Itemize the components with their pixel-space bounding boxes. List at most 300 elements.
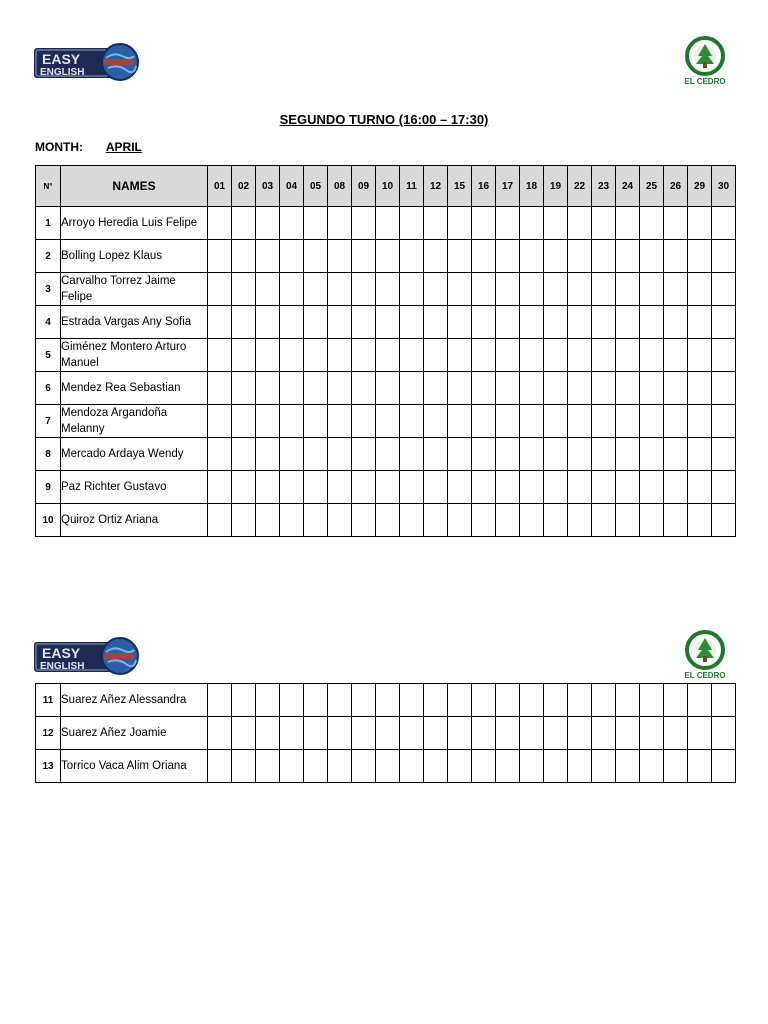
student-name: Paz Richter Gustavo	[61, 471, 208, 504]
attendance-cell[interactable]	[472, 273, 496, 306]
attendance-cell[interactable]	[400, 405, 424, 438]
attendance-cell[interactable]	[592, 306, 616, 339]
attendance-cell[interactable]	[592, 240, 616, 273]
attendance-cell[interactable]	[280, 372, 304, 405]
attendance-cell[interactable]	[688, 339, 712, 372]
attendance-cell[interactable]	[352, 273, 376, 306]
attendance-cell[interactable]	[544, 339, 568, 372]
attendance-cell[interactable]	[712, 405, 736, 438]
attendance-cell[interactable]	[400, 504, 424, 537]
attendance-cell[interactable]	[592, 750, 616, 783]
attendance-cell[interactable]	[256, 471, 280, 504]
attendance-cell[interactable]	[640, 372, 664, 405]
attendance-cell[interactable]	[328, 438, 352, 471]
attendance-cell[interactable]	[400, 717, 424, 750]
attendance-cell[interactable]	[304, 207, 328, 240]
attendance-cell[interactable]	[568, 750, 592, 783]
attendance-cell[interactable]	[472, 240, 496, 273]
attendance-cell[interactable]	[208, 471, 232, 504]
attendance-cell[interactable]	[664, 306, 688, 339]
attendance-cell[interactable]	[232, 504, 256, 537]
attendance-cell[interactable]	[664, 471, 688, 504]
student-row	[36, 339, 736, 372]
attendance-cell[interactable]	[688, 306, 712, 339]
attendance-cell[interactable]	[616, 240, 640, 273]
attendance-cell[interactable]	[592, 504, 616, 537]
attendance-cell[interactable]	[712, 339, 736, 372]
attendance-cell[interactable]	[280, 207, 304, 240]
attendance-cell[interactable]	[280, 750, 304, 783]
attendance-cell[interactable]	[256, 504, 280, 537]
attendance-cell[interactable]	[568, 306, 592, 339]
attendance-cell[interactable]	[544, 717, 568, 750]
attendance-cell[interactable]	[256, 339, 280, 372]
attendance-cell[interactable]	[208, 438, 232, 471]
attendance-cell[interactable]	[376, 405, 400, 438]
attendance-cell[interactable]	[712, 306, 736, 339]
attendance-cell[interactable]	[256, 684, 280, 717]
attendance-cell[interactable]	[376, 207, 400, 240]
attendance-cell[interactable]	[376, 717, 400, 750]
attendance-cell[interactable]	[256, 750, 280, 783]
attendance-cell[interactable]	[664, 339, 688, 372]
attendance-cell[interactable]	[304, 504, 328, 537]
attendance-cell[interactable]	[352, 372, 376, 405]
attendance-cell[interactable]	[328, 717, 352, 750]
attendance-cell[interactable]	[232, 207, 256, 240]
attendance-cell[interactable]	[208, 240, 232, 273]
attendance-cell[interactable]	[256, 372, 280, 405]
attendance-cell[interactable]	[352, 405, 376, 438]
attendance-cell[interactable]	[592, 207, 616, 240]
attendance-cell[interactable]	[616, 207, 640, 240]
attendance-cell[interactable]	[304, 684, 328, 717]
attendance-cell[interactable]	[688, 207, 712, 240]
attendance-cell[interactable]	[352, 471, 376, 504]
attendance-cell[interactable]	[712, 684, 736, 717]
attendance-cell[interactable]	[496, 471, 520, 504]
attendance-cell[interactable]	[304, 240, 328, 273]
attendance-cell[interactable]	[616, 306, 640, 339]
attendance-cell[interactable]	[232, 372, 256, 405]
attendance-cell[interactable]	[664, 240, 688, 273]
attendance-cell[interactable]	[232, 339, 256, 372]
attendance-cell[interactable]	[496, 684, 520, 717]
attendance-cell[interactable]	[424, 339, 448, 372]
attendance-cell[interactable]	[688, 240, 712, 273]
attendance-cell[interactable]	[712, 372, 736, 405]
attendance-cell[interactable]	[328, 240, 352, 273]
attendance-cell[interactable]	[400, 372, 424, 405]
attendance-cell[interactable]	[376, 273, 400, 306]
attendance-cell[interactable]	[424, 717, 448, 750]
attendance-cell[interactable]	[640, 306, 664, 339]
attendance-cell[interactable]	[376, 240, 400, 273]
attendance-cell[interactable]	[400, 471, 424, 504]
attendance-cell[interactable]	[376, 504, 400, 537]
attendance-cell[interactable]	[424, 273, 448, 306]
attendance-cell[interactable]	[496, 717, 520, 750]
attendance-cell[interactable]	[208, 717, 232, 750]
attendance-cell[interactable]	[640, 405, 664, 438]
attendance-cell[interactable]	[424, 405, 448, 438]
attendance-cell[interactable]	[520, 240, 544, 273]
attendance-cell[interactable]	[712, 273, 736, 306]
attendance-cell[interactable]	[472, 684, 496, 717]
attendance-cell[interactable]	[424, 471, 448, 504]
attendance-cell[interactable]	[472, 471, 496, 504]
attendance-cell[interactable]	[544, 273, 568, 306]
attendance-cell[interactable]	[304, 405, 328, 438]
attendance-cell[interactable]	[688, 471, 712, 504]
attendance-cell[interactable]	[496, 306, 520, 339]
attendance-cell[interactable]	[544, 372, 568, 405]
attendance-cell[interactable]	[544, 207, 568, 240]
attendance-cell[interactable]	[664, 207, 688, 240]
attendance-cell[interactable]	[376, 684, 400, 717]
attendance-cell[interactable]	[352, 504, 376, 537]
attendance-cell[interactable]	[520, 471, 544, 504]
attendance-cell[interactable]	[424, 240, 448, 273]
attendance-cell[interactable]	[520, 438, 544, 471]
attendance-cell[interactable]	[640, 750, 664, 783]
attendance-cell[interactable]	[520, 339, 544, 372]
attendance-cell[interactable]	[568, 372, 592, 405]
attendance-cell[interactable]	[304, 717, 328, 750]
attendance-cell[interactable]	[664, 717, 688, 750]
column-header-day: 23	[592, 166, 616, 207]
attendance-cell[interactable]	[712, 750, 736, 783]
attendance-cell[interactable]	[544, 240, 568, 273]
attendance-cell[interactable]	[424, 207, 448, 240]
attendance-cell[interactable]	[472, 405, 496, 438]
attendance-table-1	[35, 165, 736, 537]
attendance-cell[interactable]	[568, 240, 592, 273]
attendance-cell[interactable]	[208, 372, 232, 405]
student-number: 1	[36, 207, 61, 240]
attendance-cell[interactable]	[688, 750, 712, 783]
attendance-cell[interactable]	[712, 717, 736, 750]
attendance-cell[interactable]	[448, 750, 472, 783]
attendance-cell[interactable]	[352, 339, 376, 372]
attendance-cell[interactable]	[568, 471, 592, 504]
attendance-cell[interactable]	[328, 339, 352, 372]
attendance-cell[interactable]	[424, 750, 448, 783]
attendance-cell[interactable]	[496, 372, 520, 405]
attendance-cell[interactable]	[232, 717, 256, 750]
attendance-cell[interactable]	[208, 504, 232, 537]
attendance-cell[interactable]	[280, 684, 304, 717]
attendance-cell[interactable]	[592, 273, 616, 306]
attendance-cell[interactable]	[256, 207, 280, 240]
attendance-cell[interactable]	[400, 207, 424, 240]
attendance-cell[interactable]	[640, 684, 664, 717]
attendance-cell[interactable]	[448, 405, 472, 438]
attendance-cell[interactable]	[544, 306, 568, 339]
attendance-cell[interactable]	[616, 504, 640, 537]
student-name: Mendez Rea Sebastian	[61, 372, 208, 405]
attendance-cell[interactable]	[208, 339, 232, 372]
attendance-cell[interactable]	[232, 273, 256, 306]
attendance-cell[interactable]	[496, 273, 520, 306]
attendance-cell[interactable]	[592, 339, 616, 372]
attendance-cell[interactable]	[640, 471, 664, 504]
attendance-cell[interactable]	[400, 273, 424, 306]
attendance-cell[interactable]	[208, 750, 232, 783]
attendance-cell[interactable]	[496, 405, 520, 438]
attendance-cell[interactable]	[232, 684, 256, 717]
attendance-cell[interactable]	[328, 273, 352, 306]
attendance-cell[interactable]	[448, 684, 472, 717]
attendance-cell[interactable]	[448, 207, 472, 240]
attendance-cell[interactable]	[352, 306, 376, 339]
attendance-cell[interactable]	[256, 306, 280, 339]
attendance-cell[interactable]	[568, 438, 592, 471]
attendance-cell[interactable]	[664, 750, 688, 783]
attendance-cell[interactable]	[448, 471, 472, 504]
attendance-cell[interactable]	[616, 717, 640, 750]
attendance-cell[interactable]	[496, 750, 520, 783]
attendance-cell[interactable]	[640, 438, 664, 471]
attendance-cell[interactable]	[280, 405, 304, 438]
attendance-cell[interactable]	[640, 339, 664, 372]
attendance-cell[interactable]	[640, 240, 664, 273]
student-name: Mercado Ardaya Wendy	[61, 438, 208, 471]
attendance-cell[interactable]	[520, 717, 544, 750]
attendance-cell[interactable]	[448, 240, 472, 273]
attendance-cell[interactable]	[256, 717, 280, 750]
month-value: APRIL	[105, 140, 142, 154]
attendance-cell[interactable]	[544, 684, 568, 717]
table-header-row	[36, 166, 736, 207]
attendance-cell[interactable]	[280, 240, 304, 273]
attendance-cell[interactable]	[424, 372, 448, 405]
attendance-cell[interactable]	[424, 684, 448, 717]
attendance-cell[interactable]	[352, 750, 376, 783]
attendance-cell[interactable]	[208, 207, 232, 240]
attendance-cell[interactable]	[616, 684, 640, 717]
attendance-cell[interactable]	[352, 240, 376, 273]
attendance-cell[interactable]	[424, 438, 448, 471]
attendance-cell[interactable]	[592, 471, 616, 504]
attendance-cell[interactable]	[688, 717, 712, 750]
attendance-cell[interactable]	[688, 273, 712, 306]
attendance-cell[interactable]	[280, 438, 304, 471]
attendance-cell[interactable]	[400, 306, 424, 339]
attendance-cell[interactable]	[448, 438, 472, 471]
attendance-cell[interactable]	[664, 504, 688, 537]
attendance-cell[interactable]	[256, 405, 280, 438]
attendance-cell[interactable]	[472, 750, 496, 783]
attendance-cell[interactable]	[448, 717, 472, 750]
attendance-cell[interactable]	[424, 306, 448, 339]
attendance-cell[interactable]	[328, 471, 352, 504]
attendance-cell[interactable]	[472, 207, 496, 240]
attendance-cell[interactable]	[712, 471, 736, 504]
attendance-cell[interactable]	[232, 750, 256, 783]
attendance-cell[interactable]	[640, 207, 664, 240]
attendance-cell[interactable]	[592, 717, 616, 750]
attendance-cell[interactable]	[616, 405, 640, 438]
attendance-cell[interactable]	[616, 339, 640, 372]
attendance-cell[interactable]	[496, 207, 520, 240]
column-header-day: 15	[448, 166, 472, 207]
attendance-cell[interactable]	[352, 717, 376, 750]
attendance-cell[interactable]	[304, 438, 328, 471]
attendance-cell[interactable]	[376, 306, 400, 339]
attendance-cell[interactable]	[208, 273, 232, 306]
attendance-cell[interactable]	[688, 504, 712, 537]
attendance-cell[interactable]	[232, 438, 256, 471]
attendance-cell[interactable]	[472, 504, 496, 537]
attendance-cell[interactable]	[448, 306, 472, 339]
attendance-cell[interactable]	[712, 504, 736, 537]
attendance-cell[interactable]	[400, 339, 424, 372]
attendance-cell[interactable]	[448, 339, 472, 372]
attendance-cell[interactable]	[232, 306, 256, 339]
attendance-cell[interactable]	[688, 405, 712, 438]
attendance-cell[interactable]	[232, 471, 256, 504]
attendance-cell[interactable]	[712, 438, 736, 471]
attendance-cell[interactable]	[376, 339, 400, 372]
attendance-cell[interactable]	[592, 372, 616, 405]
attendance-cell[interactable]	[520, 504, 544, 537]
attendance-cell[interactable]	[664, 372, 688, 405]
attendance-cell[interactable]	[352, 207, 376, 240]
attendance-cell[interactable]	[496, 438, 520, 471]
attendance-cell[interactable]	[520, 273, 544, 306]
attendance-cell[interactable]	[616, 750, 640, 783]
attendance-cell[interactable]	[232, 405, 256, 438]
attendance-cell[interactable]	[328, 207, 352, 240]
attendance-cell[interactable]	[664, 438, 688, 471]
attendance-cell[interactable]	[208, 684, 232, 717]
attendance-cell[interactable]	[544, 750, 568, 783]
attendance-cell[interactable]	[280, 306, 304, 339]
attendance-cell[interactable]	[544, 504, 568, 537]
attendance-cell[interactable]	[400, 750, 424, 783]
attendance-cell[interactable]	[376, 750, 400, 783]
attendance-cell[interactable]	[328, 306, 352, 339]
attendance-cell[interactable]	[496, 504, 520, 537]
attendance-cell[interactable]	[472, 339, 496, 372]
attendance-cell[interactable]	[664, 405, 688, 438]
attendance-cell[interactable]	[616, 372, 640, 405]
attendance-cell[interactable]	[328, 405, 352, 438]
attendance-cell[interactable]	[544, 471, 568, 504]
student-name: Estrada Vargas Any Sofia	[61, 306, 208, 339]
attendance-cell[interactable]	[400, 438, 424, 471]
attendance-cell[interactable]	[592, 405, 616, 438]
attendance-cell[interactable]	[568, 405, 592, 438]
attendance-cell[interactable]	[328, 750, 352, 783]
attendance-cell[interactable]	[472, 717, 496, 750]
attendance-cell[interactable]	[232, 240, 256, 273]
attendance-cell[interactable]	[664, 273, 688, 306]
attendance-cell[interactable]	[568, 717, 592, 750]
attendance-cell[interactable]	[448, 273, 472, 306]
attendance-cell[interactable]	[712, 207, 736, 240]
attendance-cell[interactable]	[424, 504, 448, 537]
attendance-cell[interactable]	[208, 306, 232, 339]
attendance-cell[interactable]	[304, 339, 328, 372]
attendance-cell[interactable]	[520, 207, 544, 240]
attendance-cell[interactable]	[448, 504, 472, 537]
attendance-cell[interactable]	[616, 273, 640, 306]
attendance-cell[interactable]	[376, 471, 400, 504]
attendance-cell[interactable]	[280, 504, 304, 537]
attendance-cell[interactable]	[448, 372, 472, 405]
attendance-cell[interactable]	[568, 207, 592, 240]
attendance-cell[interactable]	[400, 684, 424, 717]
attendance-cell[interactable]	[568, 504, 592, 537]
student-number: 12	[36, 717, 61, 750]
attendance-cell[interactable]	[616, 438, 640, 471]
attendance-cell[interactable]	[304, 372, 328, 405]
attendance-cell[interactable]	[376, 438, 400, 471]
attendance-cell[interactable]	[256, 273, 280, 306]
attendance-cell[interactable]	[280, 471, 304, 504]
attendance-cell[interactable]	[712, 240, 736, 273]
attendance-cell[interactable]	[328, 504, 352, 537]
attendance-cell[interactable]	[592, 438, 616, 471]
attendance-cell[interactable]	[280, 273, 304, 306]
attendance-cell[interactable]	[640, 273, 664, 306]
attendance-cell[interactable]	[304, 750, 328, 783]
easy-english-logo	[34, 636, 140, 676]
attendance-cell[interactable]	[208, 405, 232, 438]
attendance-cell[interactable]	[400, 240, 424, 273]
attendance-cell[interactable]	[688, 438, 712, 471]
attendance-cell[interactable]	[304, 306, 328, 339]
attendance-cell[interactable]	[520, 372, 544, 405]
attendance-cell[interactable]	[568, 339, 592, 372]
attendance-cell[interactable]	[376, 372, 400, 405]
attendance-cell[interactable]	[520, 405, 544, 438]
attendance-cell[interactable]	[472, 306, 496, 339]
svg-text:ENGLISH: ENGLISH	[40, 67, 85, 78]
attendance-cell[interactable]	[256, 240, 280, 273]
attendance-cell[interactable]	[520, 306, 544, 339]
attendance-cell[interactable]	[544, 405, 568, 438]
attendance-cell[interactable]	[280, 339, 304, 372]
attendance-cell[interactable]	[472, 438, 496, 471]
attendance-cell[interactable]	[328, 684, 352, 717]
attendance-cell[interactable]	[664, 684, 688, 717]
attendance-cell[interactable]	[496, 240, 520, 273]
attendance-cell[interactable]	[496, 339, 520, 372]
attendance-cell[interactable]	[520, 750, 544, 783]
attendance-cell[interactable]	[328, 372, 352, 405]
attendance-cell[interactable]	[688, 684, 712, 717]
attendance-cell[interactable]	[520, 684, 544, 717]
attendance-cell[interactable]	[616, 471, 640, 504]
attendance-cell[interactable]	[280, 717, 304, 750]
attendance-cell[interactable]	[256, 438, 280, 471]
attendance-cell[interactable]	[568, 273, 592, 306]
attendance-cell[interactable]	[592, 684, 616, 717]
attendance-cell[interactable]	[472, 372, 496, 405]
attendance-cell[interactable]	[352, 438, 376, 471]
attendance-cell[interactable]	[688, 372, 712, 405]
attendance-cell[interactable]	[544, 438, 568, 471]
attendance-cell[interactable]	[640, 504, 664, 537]
attendance-cell[interactable]	[568, 684, 592, 717]
attendance-cell[interactable]	[352, 684, 376, 717]
attendance-cell[interactable]	[640, 717, 664, 750]
attendance-cell[interactable]	[304, 273, 328, 306]
attendance-cell[interactable]	[304, 471, 328, 504]
